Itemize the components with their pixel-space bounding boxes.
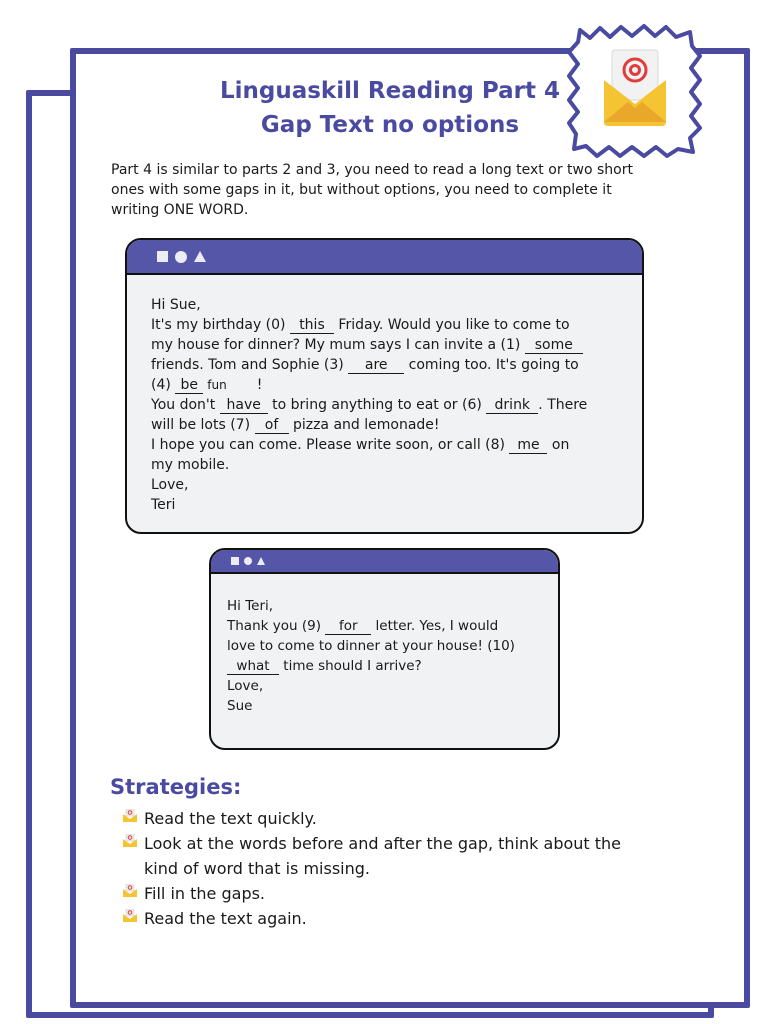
letter-line xyxy=(151,395,642,415)
text: Thank you (9) xyxy=(227,618,326,634)
letter-line: love to come to dinner at your house! (10) xyxy=(227,638,515,654)
list-item xyxy=(122,906,642,931)
list-item xyxy=(122,881,642,906)
gap-answer-9: for xyxy=(325,618,371,635)
gap-answer-10: what xyxy=(227,658,279,675)
envelope-bullet-icon xyxy=(122,909,138,923)
strategies-heading: Strategies: xyxy=(110,775,242,799)
circle-icon xyxy=(244,557,252,565)
letter-closing: Love, xyxy=(151,477,189,493)
gap-answer-4: be xyxy=(175,377,203,394)
text: Friday. Would you like to come to xyxy=(333,317,570,333)
letter-greeting: Hi Sue, xyxy=(151,297,201,313)
strategy-text: Read the text quickly. xyxy=(144,809,317,828)
gap-answer-7: of xyxy=(255,417,289,434)
intro-line-1: Part 4 is similar to parts 2 and 3, you need to read a long text or two short xyxy=(111,162,633,178)
triangle-icon xyxy=(257,557,265,565)
triangle-icon xyxy=(194,251,206,262)
text: fun xyxy=(207,378,227,392)
strategies-list xyxy=(122,806,642,931)
text: I hope you can come. Please write soon, or call (8) xyxy=(151,437,510,453)
letter-2-body xyxy=(211,574,558,716)
strategy-text: Fill in the gaps. xyxy=(144,884,266,903)
strategy-text: Read the text again. xyxy=(144,909,307,928)
letter-line xyxy=(151,315,642,335)
letter-closing: Love, xyxy=(227,678,264,694)
text: friends. Tom and Sophie (3) xyxy=(151,357,349,373)
title-line-2: Gap Text no options xyxy=(260,112,520,138)
text: time should I arrive? xyxy=(279,658,422,674)
letter-line xyxy=(151,335,642,355)
text: You don't xyxy=(151,397,220,413)
text: will be lots (7) xyxy=(151,417,255,433)
gap-answer-1: some xyxy=(525,337,583,354)
text: It's my birthday (0) xyxy=(151,317,290,333)
gap-answer-0: this xyxy=(290,317,334,334)
text: letter. Yes, I would xyxy=(371,618,499,634)
text: coming too. It's going to xyxy=(404,357,579,373)
intro-paragraph xyxy=(111,160,681,220)
square-icon xyxy=(157,251,168,262)
envelope-bullet-icon xyxy=(122,884,138,898)
strategy-text: Look at the words before and after the gap, think about the kind of word that is missing. xyxy=(144,834,622,878)
window-titlebar xyxy=(127,240,642,275)
intro-line-2: ones with some gaps in it, but without options, you need to complete it xyxy=(111,182,612,198)
envelope-bullet-icon xyxy=(122,809,138,823)
letter-greeting: Hi Teri, xyxy=(227,598,274,614)
page-title xyxy=(150,74,630,142)
letter-signature: Sue xyxy=(227,698,253,714)
letter-line xyxy=(151,415,642,435)
letter-window-1 xyxy=(125,238,644,534)
intro-line-3: writing ONE WORD. xyxy=(111,202,249,218)
text: my house for dinner? My mum says I can invite a (1) xyxy=(151,337,525,353)
text: . There xyxy=(538,397,588,413)
text: ! xyxy=(256,377,263,393)
title-line-1: Linguaskill Reading Part 4 xyxy=(219,78,561,104)
square-icon xyxy=(231,557,239,565)
letter-line xyxy=(227,656,558,676)
gap-answer-6: drink xyxy=(486,397,538,414)
text: (4) xyxy=(151,377,176,393)
letter-line xyxy=(151,435,642,455)
letter-window-2 xyxy=(209,548,560,750)
letter-1-body xyxy=(127,275,642,515)
gap-answer-8: me xyxy=(509,437,547,454)
gap-answer-5: have xyxy=(220,397,268,414)
circle-icon xyxy=(175,251,187,263)
text: pizza and lemonade! xyxy=(288,417,440,433)
list-item xyxy=(122,806,642,831)
gap-answer-3: are xyxy=(348,357,404,374)
letter-line xyxy=(151,355,642,375)
text: to bring anything to eat or (6) xyxy=(267,397,487,413)
letter-line xyxy=(227,616,558,636)
list-item xyxy=(122,831,642,881)
window-titlebar xyxy=(211,550,558,574)
letter-signature: Teri xyxy=(151,497,176,513)
envelope-bullet-icon xyxy=(122,834,138,848)
text: on xyxy=(547,437,570,453)
letter-line xyxy=(151,375,642,395)
letter-line: my mobile. xyxy=(151,457,230,473)
